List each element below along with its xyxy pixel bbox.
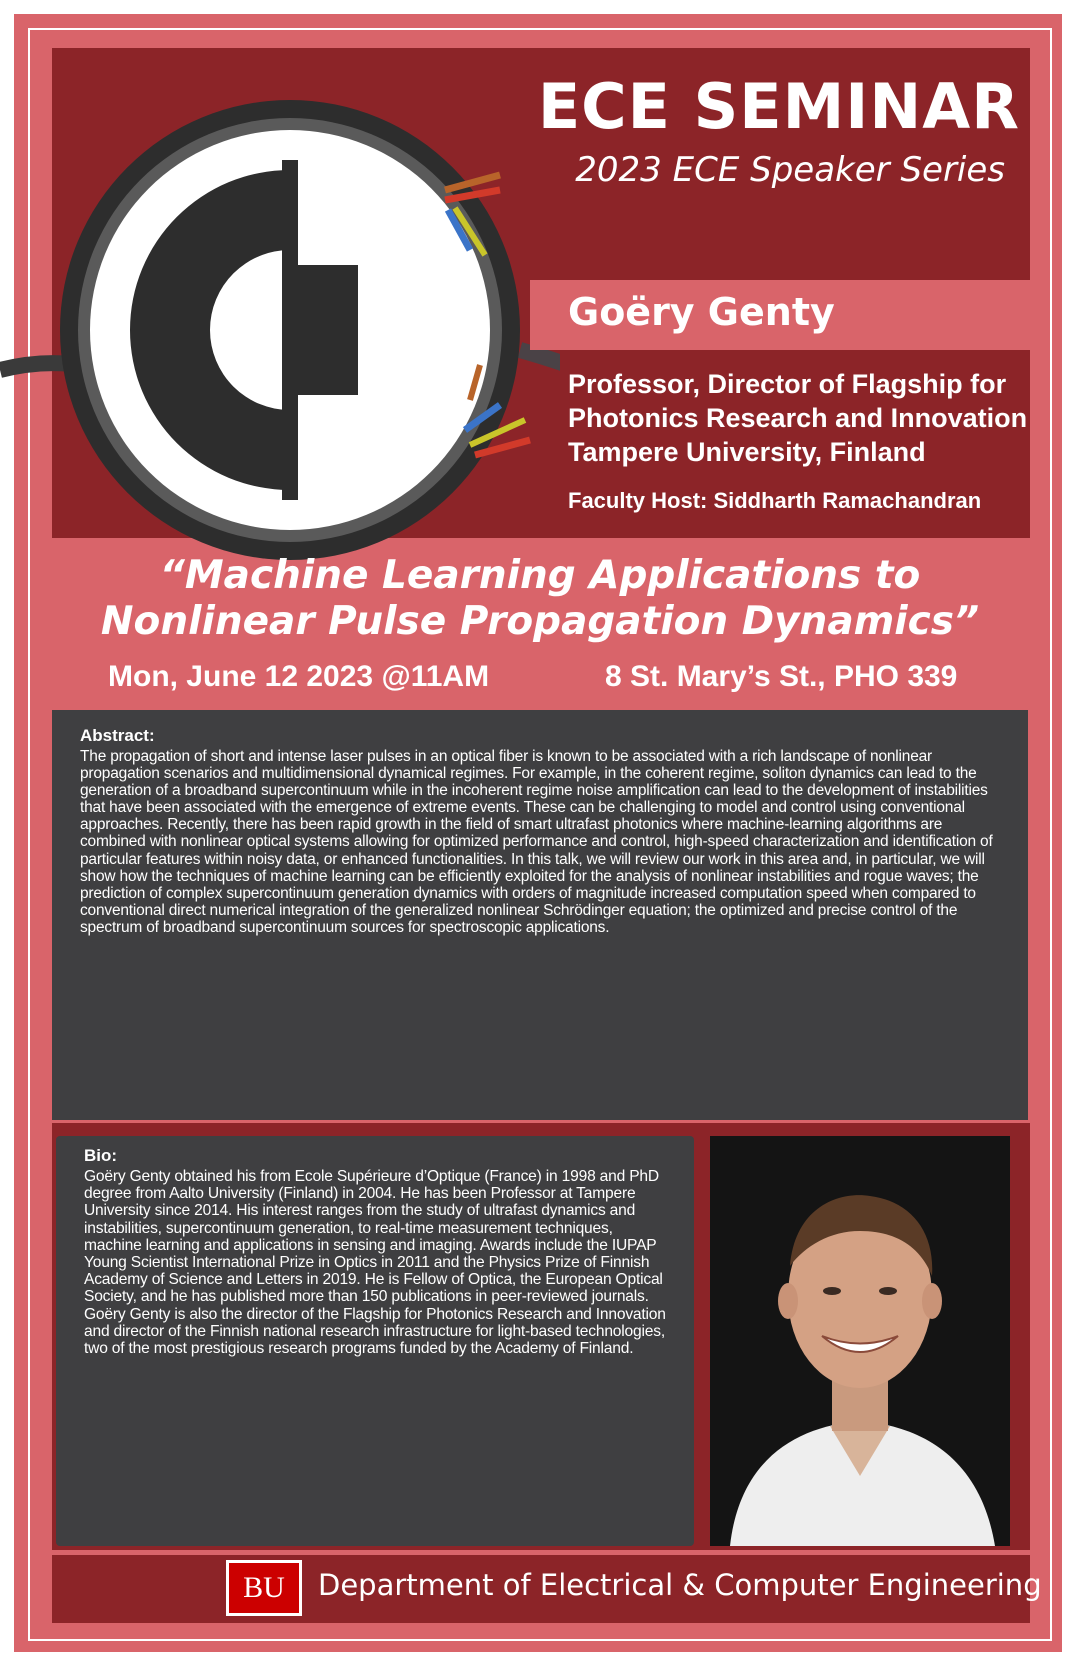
bio-text: Goëry Genty obtained his from Ecole Supérieure d’Optique (France) in 1998 and PhD degree from Aalto University (Finland) in 2004. He has been Professor at Tampere University since 2014. His interest ranges from the study of ultrafast dynamics and instabilities, supercontinuum generation, to real-time measurement techniques, machine learning and applications in sensing and imaging. Awards include the IUPAP Young Scientist International Prize in Optics in 2011 and the Physics Prize of Finnish Academy of Science and Letters in 2019. He is Fellow of Optica, the European Optical Society, and he has published more than 150 publications in peer-reviewed journals. Goëry Genty is also the director of the Flagship for Photonics Research and Innovation and director of the Finnish national research infrastructure for light-based technologies, two of the most prestigious research programs funded by the Academy of Finland. <box>84 1168 666 1358</box>
faculty-host: Faculty Host: Siddharth Ramachandran <box>568 488 982 513</box>
seminar-title: ECE SEMINAR <box>537 70 1020 143</box>
talk-title <box>40 553 1040 645</box>
affiliation-line: Professor, Director of Flagship for <box>568 369 1007 399</box>
department-name: Department of Electrical & Computer Engineering <box>318 1568 1042 1602</box>
talk-title-line: “Machine Learning Applications to <box>159 553 921 598</box>
affiliation-line: Tampere University, Finland <box>568 437 926 467</box>
bu-logo: BU <box>226 1560 302 1616</box>
speaker-affiliation <box>568 367 1028 469</box>
bio-heading: Bio: <box>84 1146 118 1165</box>
abstract-text: The propagation of short and intense laser pulses in an optical fiber is known to be associated with a rich landscape of nonlinear propagation scenarios and multidimensional dynamical regimes. For example, in the coherent regime, soliton dynamics can lead to the generation of a broadband supercontinuum while in the incoherent regime noise amplification can lead to the development of instabilities that have been associated with the emergence of extreme events. These can be challenging to model and control using conventional approaches. Recently, there has been rapid growth in the field of smart ultrafast photonics where machine-learning algorithms are combined with nonlinear optical systems allowing for optimized performance and control, high-speed characterization and identification of particular features within noisy data, or enhanced functionalities. In this talk, we will review our work in this area and, in particular, we will show how the techniques of machine learning can be efficiently exploited for the analysis of nonlinear instabilities and rogue waves; the prediction of complex supercontinuum generation dynamics with orders of magnitude increased computation speed when compared to conventional direct numerical integration of the generalized nonlinear Schrödinger equation; the optimized and precise control of the spectrum of broadband supercontinuum sources for spectroscopic applications. <box>80 748 993 936</box>
affiliation-line: Photonics Research and Innovation <box>568 403 1028 433</box>
abstract-heading: Abstract: <box>80 726 155 745</box>
bio-section <box>56 1136 694 1546</box>
talk-location: 8 St. Mary’s St., PHO 339 <box>605 660 958 693</box>
speaker-name: Goëry Genty <box>568 290 835 334</box>
speaker-photo-icon <box>710 1136 1010 1546</box>
speaker-photo <box>710 1136 1010 1546</box>
abstract-section <box>52 710 1028 1120</box>
speaker-series: 2023 ECE Speaker Series <box>575 150 1005 190</box>
talk-title-line: Nonlinear Pulse Propagation Dynamics” <box>100 599 980 644</box>
talk-datetime: Mon, June 12 2023 @11AM <box>108 660 490 693</box>
